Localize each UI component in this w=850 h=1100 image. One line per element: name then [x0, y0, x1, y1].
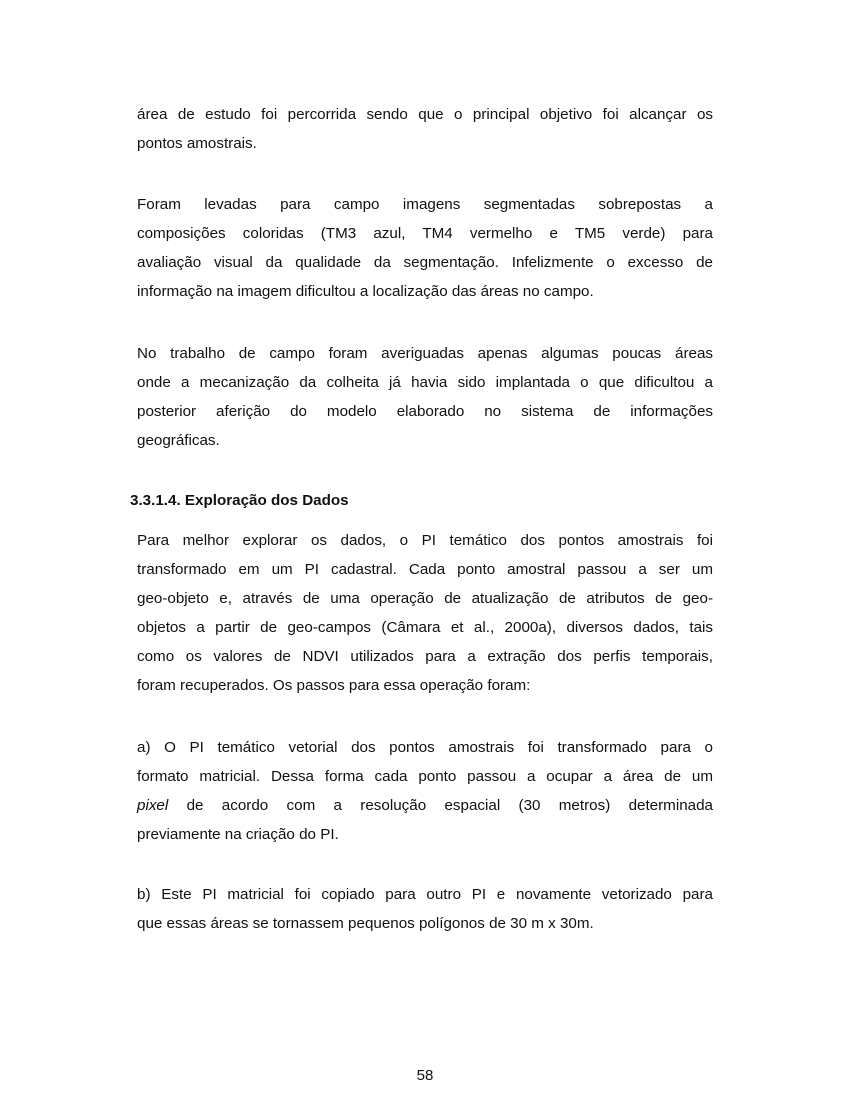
paragraph-6: [137, 880, 713, 938]
text-line: pontos amostrais.: [137, 135, 257, 152]
text-fragment: de acordo com a resolução espacial (30 metros) determinada: [186, 797, 713, 814]
text-line: avaliação visual da qualidade da segmentação. Infelizmente o excesso de: [137, 254, 713, 271]
text-line: transformado em um PI cadastral. Cada ponto amostral passou a ser um: [137, 561, 713, 578]
text-line: como os valores de NDVI utilizados para a extração dos perfis temporais,: [137, 648, 713, 665]
text-line: b) Este PI matricial foi copiado para outro PI e novamente vetorizado para: [137, 886, 713, 903]
text-line: foram recuperados. Os passos para essa operação foram:: [137, 677, 531, 694]
text-line: composições coloridas (TM3 azul, TM4 vermelho e TM5 verde) para: [137, 225, 713, 242]
text-line: a) O PI temático vetorial dos pontos amostrais foi transformado para o: [137, 739, 713, 756]
italic-term: pixel: [137, 797, 169, 814]
text-line: No trabalho de campo foram averiguadas apenas algumas poucas áreas: [137, 345, 713, 362]
text-line: que essas áreas se tornassem pequenos polígonos de 30 m x 30m.: [137, 915, 594, 932]
text-line: [137, 791, 713, 820]
text-line: Para melhor explorar os dados, o PI temático dos pontos amostrais foi: [137, 532, 713, 549]
paragraph-2: [137, 190, 713, 306]
paragraph-5: [137, 733, 713, 849]
text-line: geo-objeto e, através de uma operação de atualização de atributos de geo-: [137, 590, 713, 607]
text-line: Foram levadas para campo imagens segmentadas sobrepostas a: [137, 196, 713, 213]
text-line: informação na imagem dificultou a localização das áreas no campo.: [137, 283, 594, 300]
text-line: onde a mecanização da colheita já havia sido implantada o que dificultou a: [137, 374, 713, 391]
text-line: previamente na criação do PI.: [137, 826, 339, 843]
text-line: posterior aferição do modelo elaborado no sistema de informações: [137, 403, 713, 420]
text-line: formato matricial. Dessa forma cada ponto passou a ocupar a área de um: [137, 768, 713, 785]
paragraph-3: [137, 339, 713, 455]
text-line: objetos a partir de geo-campos (Câmara et al., 2000a), diversos dados, tais: [137, 619, 713, 636]
paragraph-1: [137, 100, 713, 158]
page-number: 58: [416, 1067, 434, 1084]
text-line: geográficas.: [137, 432, 220, 449]
section-heading: 3.3.1.4. Exploração dos Dados: [130, 492, 349, 509]
text-line: área de estudo foi percorrida sendo que o principal objetivo foi alcançar os: [137, 106, 713, 123]
paragraph-4: [137, 526, 713, 700]
